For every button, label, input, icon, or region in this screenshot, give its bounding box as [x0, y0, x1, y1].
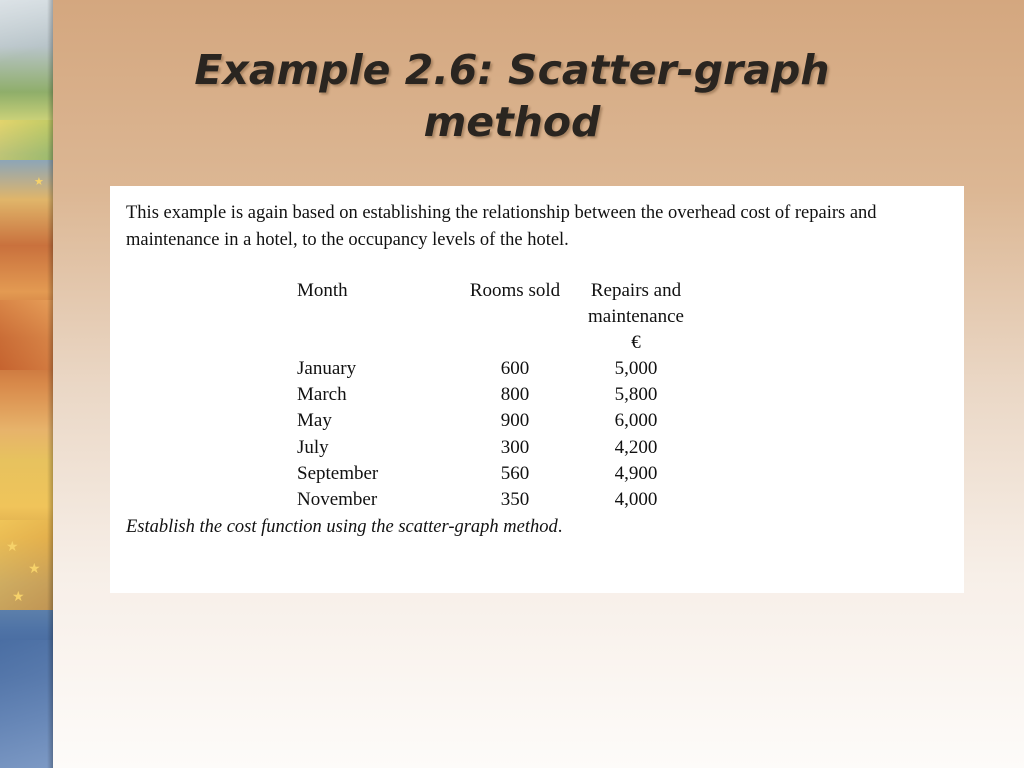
cell-repairs: 5,000	[614, 358, 658, 379]
cell-month: September	[297, 462, 379, 484]
decorative-banknote-strip	[0, 0, 53, 768]
repairs-header-unit: €	[631, 332, 641, 353]
cell-month: May	[297, 410, 332, 432]
table-row	[297, 487, 701, 513]
cell-rooms-sold: 560	[500, 462, 530, 484]
data-table	[297, 278, 701, 513]
cell-repairs: 4,200	[614, 436, 658, 458]
intro-paragraph: This example is again based on establishing the relationship between the overhead cost of repairs and maintenance in a hotel, to the occupancy levels of the hotel.	[126, 203, 877, 250]
strip-band	[0, 300, 53, 370]
example-content-box	[110, 186, 964, 593]
star-icon: ★	[12, 589, 25, 605]
cell-rooms-sold: 600	[500, 358, 530, 379]
cell-month: January	[297, 358, 357, 379]
question-period: .	[557, 517, 563, 537]
cell-month: March	[297, 384, 347, 406]
repairs-header-line-1: Repairs and	[590, 280, 682, 301]
question-body: Establish the cost function using the scatter-graph method	[126, 517, 558, 537]
cell-rooms-sold: 300	[500, 436, 530, 458]
cell-repairs: 4,900	[614, 462, 658, 484]
strip-band	[0, 520, 53, 610]
column-header-month: Month	[297, 280, 348, 301]
cell-rooms-sold: 900	[500, 410, 530, 432]
cell-repairs: 4,000	[614, 489, 658, 511]
repairs-header-line-2: maintenance	[587, 306, 684, 327]
cell-month: July	[297, 436, 329, 458]
strip-band	[0, 120, 53, 160]
cell-rooms-sold: 350	[500, 489, 530, 511]
star-icon: ★	[34, 175, 44, 188]
star-icon: ★	[6, 539, 19, 555]
table-row	[297, 435, 701, 461]
cell-month: November	[297, 489, 378, 511]
slide-title	[60, 44, 964, 148]
strip-band	[0, 640, 53, 768]
cell-rooms-sold: 800	[500, 384, 530, 406]
table-row	[297, 461, 701, 487]
star-icon: ★	[28, 561, 41, 577]
table-row	[297, 408, 701, 434]
cell-repairs: 5,800	[614, 384, 658, 406]
table-row	[297, 382, 701, 408]
slide-title-line-1: Example 2.6: Scatter-graph	[194, 46, 830, 94]
table-row	[297, 356, 701, 382]
column-header-rooms-sold: Rooms sold	[469, 280, 561, 301]
strip-shadow	[47, 0, 53, 768]
column-header-repairs	[571, 278, 701, 356]
slide-title-line-2: method	[423, 98, 601, 146]
table-header-row	[297, 278, 701, 356]
cell-repairs: 6,000	[614, 410, 658, 432]
question-text	[126, 514, 562, 540]
